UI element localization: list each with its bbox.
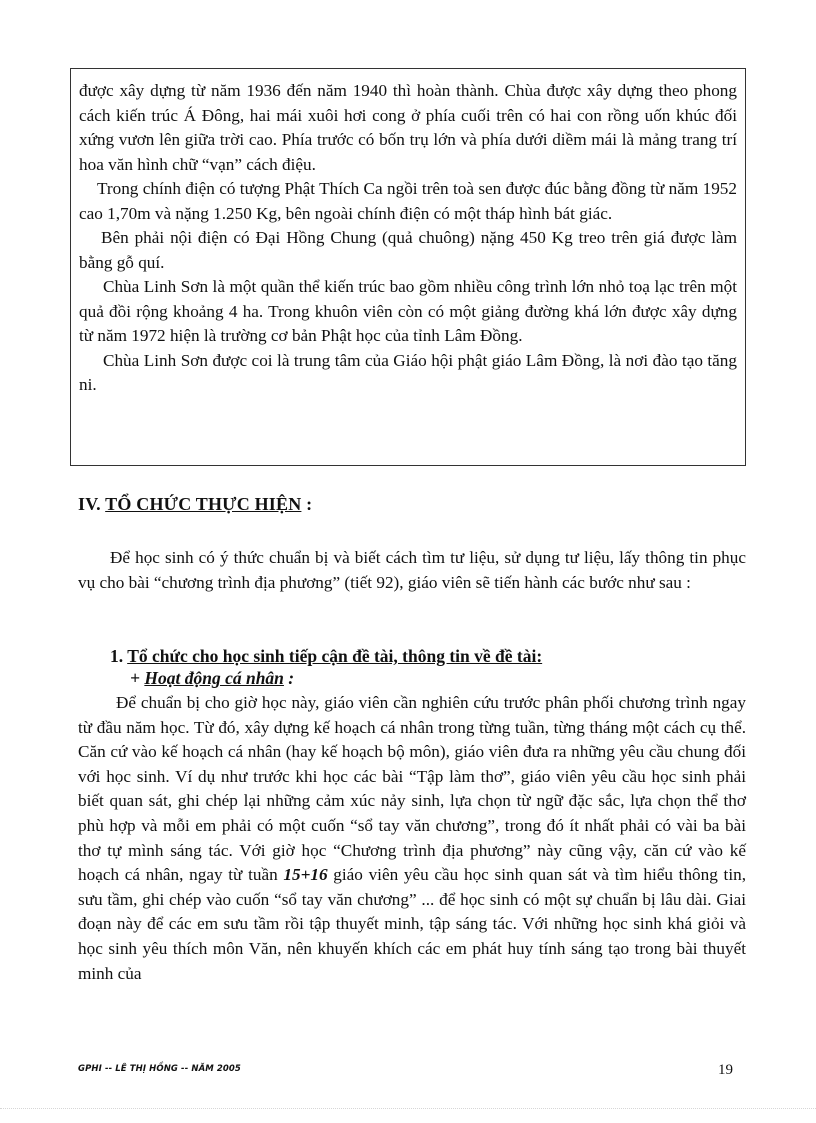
- footer-author: GPHI -- LÊ THỊ HỒNG -- NĂM 2005: [78, 1064, 241, 1074]
- body-text-part2: giáo viên yêu cầu học sinh quan sát và tìm hiểu thông tin, sưu tầm, ghi chép vào cuốn “sổ tay văn chương” ... để học sinh có một sự chuẩn bị lâu dài. Giai đoạn này để các em sưu tầm rồi tập thuyết minh, tập sáng tác. Với những học sinh khá giỏi và học sinh yêu thích môn Văn, nên khuyến khích các em phát huy tính sáng tạo trong bài thuyết minh của: [78, 865, 746, 983]
- subsection-title: Tổ chức cho học sinh tiếp cận đề tài, thông tin về đề tài:: [127, 646, 543, 666]
- intro-paragraph: Để học sinh có ý thức chuẩn bị và biết cách tìm tư liệu, sử dụng tư liệu, lấy thông tin phục vụ cho bài “chương trình địa phương” (tiết 92), giáo viên sẽ tiến hành các bước như sau :: [78, 548, 746, 592]
- box-paragraph: Trong chính điện có tượng Phật Thích Ca ngồi trên toà sen được đúc bằng đồng từ năm 1952 cao 1,70m và nặng 1.250 Kg, bên ngoài chính điện có một tháp hình bát giác.: [79, 179, 737, 223]
- subsection-number: 1.: [110, 646, 128, 666]
- section-number: IV.: [78, 494, 106, 514]
- box-paragraph: Chùa Linh Sơn được coi là trung tâm của Giáo hội phật giáo Lâm Đồng, là nơi đào tạo tăng ni.: [79, 350, 737, 394]
- section-colon: :: [301, 494, 313, 514]
- box-paragraph: được xây dựng từ năm 1936 đến năm 1940 thì hoàn thành. Chùa được xây dựng theo phong cách kiến trúc Á Đông, hai mái xuôi hơi cong ở phía cuối trên có hai con rồng uốn khúc đối xứng vươn lên giữa trời cao. Phía trước có bốn trụ lớn và phía dưới diềm mái là mảng trang trí hoa văn hình chữ “vạn” cách điệu.: [79, 81, 737, 174]
- page-bottom-divider: [0, 1108, 816, 1109]
- box-paragraph: Bên phải nội điện có Đại Hồng Chung (quả chuông) nặng 450 Kg treo trên giá được làm bằng gỗ quí.: [79, 228, 737, 272]
- activity-prefix: +: [130, 668, 145, 688]
- page-number: 19: [718, 1062, 733, 1078]
- body-paragraph: [78, 691, 746, 986]
- box-paragraph: Chùa Linh Sơn là một quần thể kiến trúc bao gồm nhiều công trình lớn nhỏ toạ lạc trên một quả đồi rộng khoảng 4 ha. Trong khuôn viên còn có một giảng đường khá lớn được xây dựng từ năm 1972 hiện là trường cơ bản Phật học của tỉnh Lâm Đồng.: [79, 277, 737, 345]
- subsection-heading: [110, 646, 542, 667]
- activity-colon: :: [283, 668, 295, 688]
- section-title: TỔ CHỨC THỰC HIỆN: [105, 494, 302, 514]
- section-heading: [78, 494, 312, 515]
- activity-heading: [130, 668, 294, 689]
- week-emphasis: 15+16: [283, 865, 328, 885]
- body-text-part1: Để chuẩn bị cho giờ học này, giáo viên cần nghiên cứu trước phân phối chương trình ngay từ đầu năm học. Từ đó, xây dựng kế hoạch cá nhân trong từng tuần, từng tháng một cách cụ thể. Căn cứ vào kế hoạch cá nhân (hay kế hoạch bộ môn), giáo viên đưa ra những yêu cầu chung đối với học sinh. Ví dụ như trước khi học các bài “Tập làm thơ”, giáo viên yêu cầu học sinh phải biết quan sát, ghi chép lại những cảm xúc nảy sinh, lựa chọn từ ngữ đặc sắc, lựa chọn thể thơ phù hợp và mỗi em phải có một cuốn “sổ tay văn chương”, trong đó ít nhất phải có vài ba bài thơ tự mình sáng tác. Với giờ học “Chương trình địa phương” này cũng vậy, căn cứ vào kế hoạch cá nhân, ngay từ tuần: [78, 693, 746, 885]
- activity-title: Hoạt động cá nhân: [144, 668, 284, 688]
- framed-text-box: [70, 68, 746, 466]
